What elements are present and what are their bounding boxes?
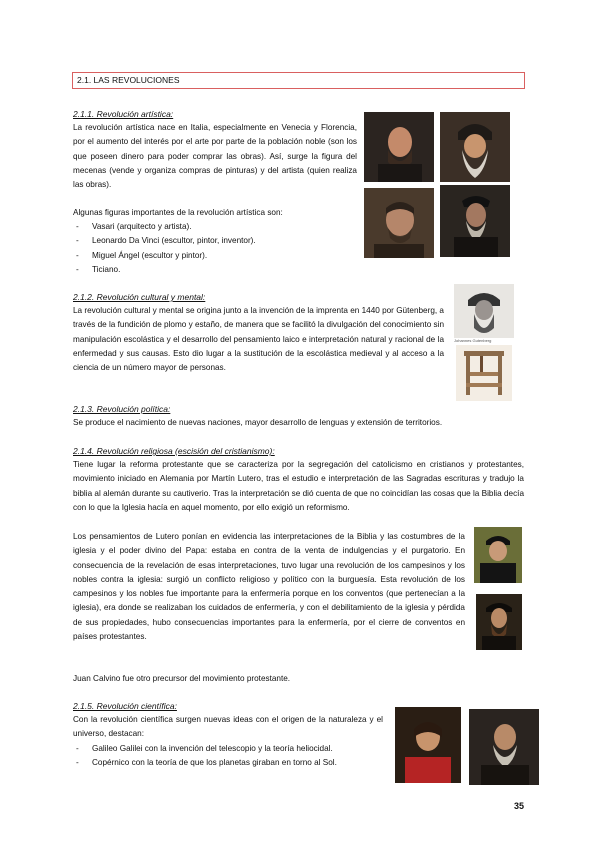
- para-artistic: La revolución artística nace en Italia, especialmente en Venecia y Florencia, por el aumento del interés por el arte por parte de la población noble (son los que poseen dinero para poder comprar las obras). Así, surge la figura del mecenas (vende y organiza compras de pinturas) y del artista (quien realiza las obras).: [73, 123, 357, 190]
- list-item: - Vasari (arquitecto y artista).: [76, 220, 346, 234]
- figures-intro: Algunas figuras importantes de la revolución artística son:: [73, 208, 283, 217]
- para-cultural: La revolución cultural y mental se origina junto a la invención de la imprenta en 1440 por Gütenberg, a través de la fundición de plomo y estaño, de manera que se facilitó la divulgación del conocimiento sin manipulación escolástica y el desarrollo del pensamiento laico e interpretación natural y racional de la enfermedad y sus causas. Esto dio lugar a la sustitución de la escolástica medieval y al acceso a la ciencia de un número mayor de personas.: [73, 306, 444, 373]
- portrait-calvin: [476, 594, 522, 650]
- portrait-luther: [474, 527, 522, 583]
- portrait-galileo: [469, 709, 539, 785]
- heading-artistic: 2.1.1. Revolución artística:: [73, 109, 174, 119]
- heading-scientific: 2.1.5. Revolución científica:: [73, 701, 177, 711]
- list-item: - Galileo Galilei con la invención del telescopio y la teoría heliocidal.: [76, 742, 396, 756]
- para-political: Se produce el nacimiento de nuevas naciones, mayor desarrollo de lenguas y extensión de territorios.: [73, 418, 443, 427]
- page-number: 35: [514, 801, 525, 811]
- portrait-leonardo: [440, 112, 510, 182]
- heading-political: 2.1.3. Revolución política:: [73, 404, 171, 414]
- para-religious-3: Juan Calvino fue otro precursor del movimiento protestante.: [73, 674, 291, 683]
- list-item: - Copérnico con la teoría de que los planetas giraban en torno al Sol.: [76, 756, 396, 770]
- para-scientific: Con la revolución científica surgen nuevas ideas con el origen de la naturaleza y el universo, destacan:: [73, 715, 383, 739]
- portrait-vasari: [364, 112, 434, 182]
- portrait-titian: [440, 185, 510, 257]
- list-item: - Leonardo Da Vinci (escultor, pintor, inventor).: [76, 234, 346, 248]
- para-religious-2: Los pensamientos de Lutero ponían en evidencia las interpretaciones de la Biblia y las costumbres de la iglesia y el poder divino del Papa: estaba en contra de la venta de indulgencias y el purgatorio. En consecuencia de la revelación de esas interpretaciones, tuvo lugar una revolución de los campesinos y los nobles contra la iglesia: surgió un conflicto religioso y político con la burguesía. Esta revolución de los campesinos y los nobles fue importante para la enfermería porque en los conventos (que pertenecían a la iglesia), era donde se realizaban los cuidados de enfermería, y con el debilitamiento de la iglesia y pérdida de sus propiedades, hubo consecuencias importantes para la enfermería, por el cierre de conventos en países protestantes.: [73, 532, 465, 642]
- portrait-copernicus: [395, 707, 461, 783]
- portrait-gutenberg: [454, 284, 514, 338]
- heading-cultural: 2.1.2. Revolución cultural y mental:: [73, 292, 206, 302]
- heading-religious: 2.1.4. Revolución religiosa (escisión del cristianismo):: [73, 446, 275, 456]
- printing-press-image: [456, 345, 512, 401]
- figures-list: [76, 220, 346, 277]
- scientists-list: [76, 742, 396, 771]
- section-title: 2.1. LAS REVOLUCIONES: [72, 72, 525, 89]
- list-item: - Miguel Ángel (escultor y pintor).: [76, 249, 346, 263]
- list-item: - Ticiano.: [76, 263, 346, 277]
- portrait-michelangelo: [364, 188, 434, 258]
- gutenberg-caption: Johannes Gutenberg: [454, 338, 492, 343]
- para-religious-1: Tiene lugar la reforma protestante que se caracteriza por la segregación del catolicismo en cristianos y protestantes, movimiento iniciado en Alemania por Martín Lutero, tras el estudio e interpretación de las Sagradas escrituras y tradujo la biblia al alemán durante su cautiverio. Tras la interpretación se dió cuenta de que no coincidían las cosas que la Biblia decía con lo que la Iglesia hacía en aquel momento, por ello exigió un reformismo.: [73, 460, 524, 512]
